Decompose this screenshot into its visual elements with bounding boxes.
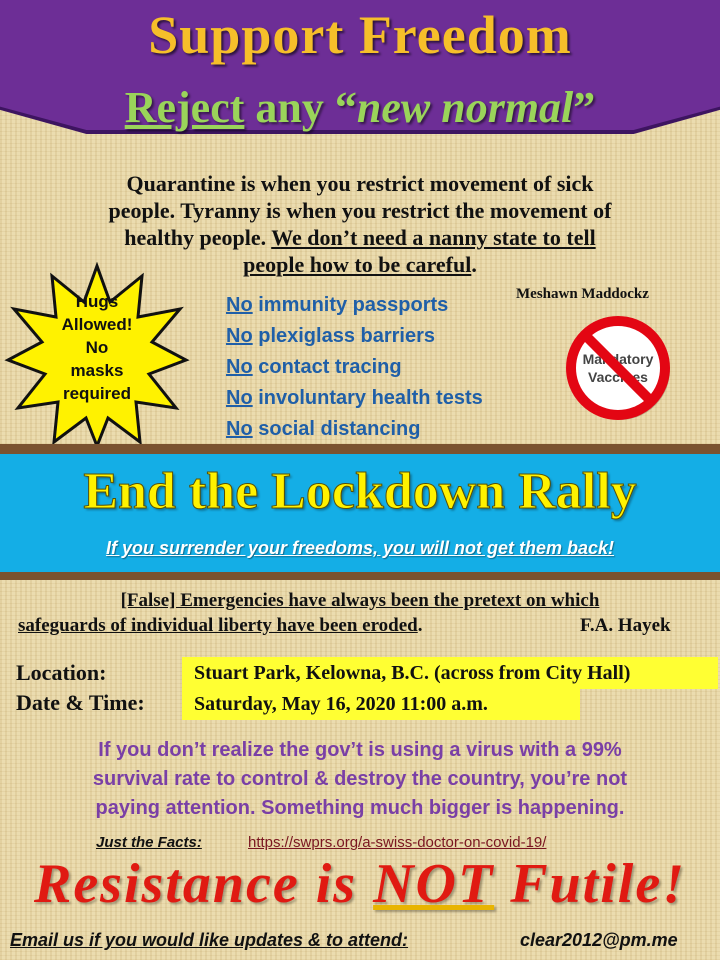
no-word: No <box>226 294 253 316</box>
datetime-value: Saturday, May 16, 2020 11:00 a.m. <box>182 688 580 720</box>
no-item-text: social distancing <box>252 418 421 440</box>
virus-line: If you don’t realize the gov’t is using a virus with a 99% <box>98 739 622 761</box>
hayek-line-part: safeguards of individual liberty have been eroded <box>18 615 418 636</box>
resistance-slogan <box>0 852 720 916</box>
no-word: No <box>226 418 253 440</box>
facts-link[interactable]: https://swprs.org/a-swiss-doctor-on-covid-19/ <box>248 834 547 851</box>
no-word: No <box>226 356 253 378</box>
slogan-part: Futile! <box>494 853 687 915</box>
virus-line: paying attention. Something much bigger is happening. <box>95 797 625 819</box>
quote-line-part: . <box>471 252 477 277</box>
virus-line: survival rate to control & destroy the country, you’re not <box>92 768 628 790</box>
hayek-quote-line1: [False] Emergencies have always been the pretext on which <box>120 590 600 611</box>
subtitle-mid: any “ <box>244 83 357 132</box>
hayek-author: F.A. Hayek <box>580 615 671 636</box>
no-word: No <box>226 325 253 347</box>
page-subtitle <box>0 82 720 133</box>
slogan-part: Resistance is <box>33 853 374 915</box>
starburst-line: required <box>62 384 132 403</box>
hayek-quote-line2 <box>18 615 422 637</box>
quote-line-part: healthy people. <box>124 225 272 250</box>
list-item <box>226 290 483 321</box>
virus-statement <box>20 736 700 823</box>
divider <box>0 572 720 580</box>
divider <box>0 444 720 454</box>
slogan-not: NOT <box>373 853 495 915</box>
starburst-line: Hugs <box>75 292 119 311</box>
subtitle-new-normal: new normal <box>356 83 574 132</box>
page-title: Support Freedom <box>148 5 572 65</box>
starburst-line: masks <box>70 361 124 380</box>
facts-label: Just the Facts: <box>96 834 202 851</box>
list-item <box>226 383 483 414</box>
rally-subtitle: If you surrender your freedoms, you will not get them back! <box>105 538 615 558</box>
list-item <box>226 414 483 445</box>
starburst-line: Allowed! <box>61 315 133 334</box>
subtitle-end: ” <box>573 83 596 132</box>
subtitle-reject: Reject <box>124 83 245 132</box>
email-label: Email us if you would like updates & to attend: <box>10 930 409 950</box>
starburst-text <box>48 290 146 405</box>
quote-line: Quarantine is when you restrict movement of sick <box>126 171 594 196</box>
starburst-line: No <box>85 338 109 357</box>
no-vaccines-sign-icon <box>562 312 674 424</box>
location-value: Stuart Park, Kelowna, B.C. (across from City Hall) <box>182 657 718 689</box>
quote-line-part: people how to be careful <box>243 252 472 277</box>
sign-text-line2: Vaccines <box>588 369 648 385</box>
sign-text-line1: Mandatory <box>582 351 654 367</box>
quote-line: people. Tyranny is when you restrict the movement of <box>108 198 612 223</box>
no-list <box>226 290 483 445</box>
quote-author: Meshawn Maddockz <box>516 286 649 302</box>
hayek-line-part: . <box>417 615 423 636</box>
no-item-text: contact tracing <box>252 356 402 378</box>
list-item <box>226 321 483 352</box>
quote-line <box>20 224 700 251</box>
email-link[interactable]: clear2012@pm.me <box>520 930 678 950</box>
no-item-text: involuntary health tests <box>252 387 483 409</box>
no-word: No <box>226 387 253 409</box>
datetime-label: Date & Time: <box>16 690 145 715</box>
quote-line-part: We don’t need a nanny state to tell <box>271 225 596 250</box>
no-item-text: plexiglass barriers <box>252 325 435 347</box>
rally-title: End the Lockdown Rally <box>83 463 637 520</box>
list-item <box>226 352 483 383</box>
location-label: Location: <box>16 660 107 685</box>
no-item-text: immunity passports <box>252 294 449 316</box>
